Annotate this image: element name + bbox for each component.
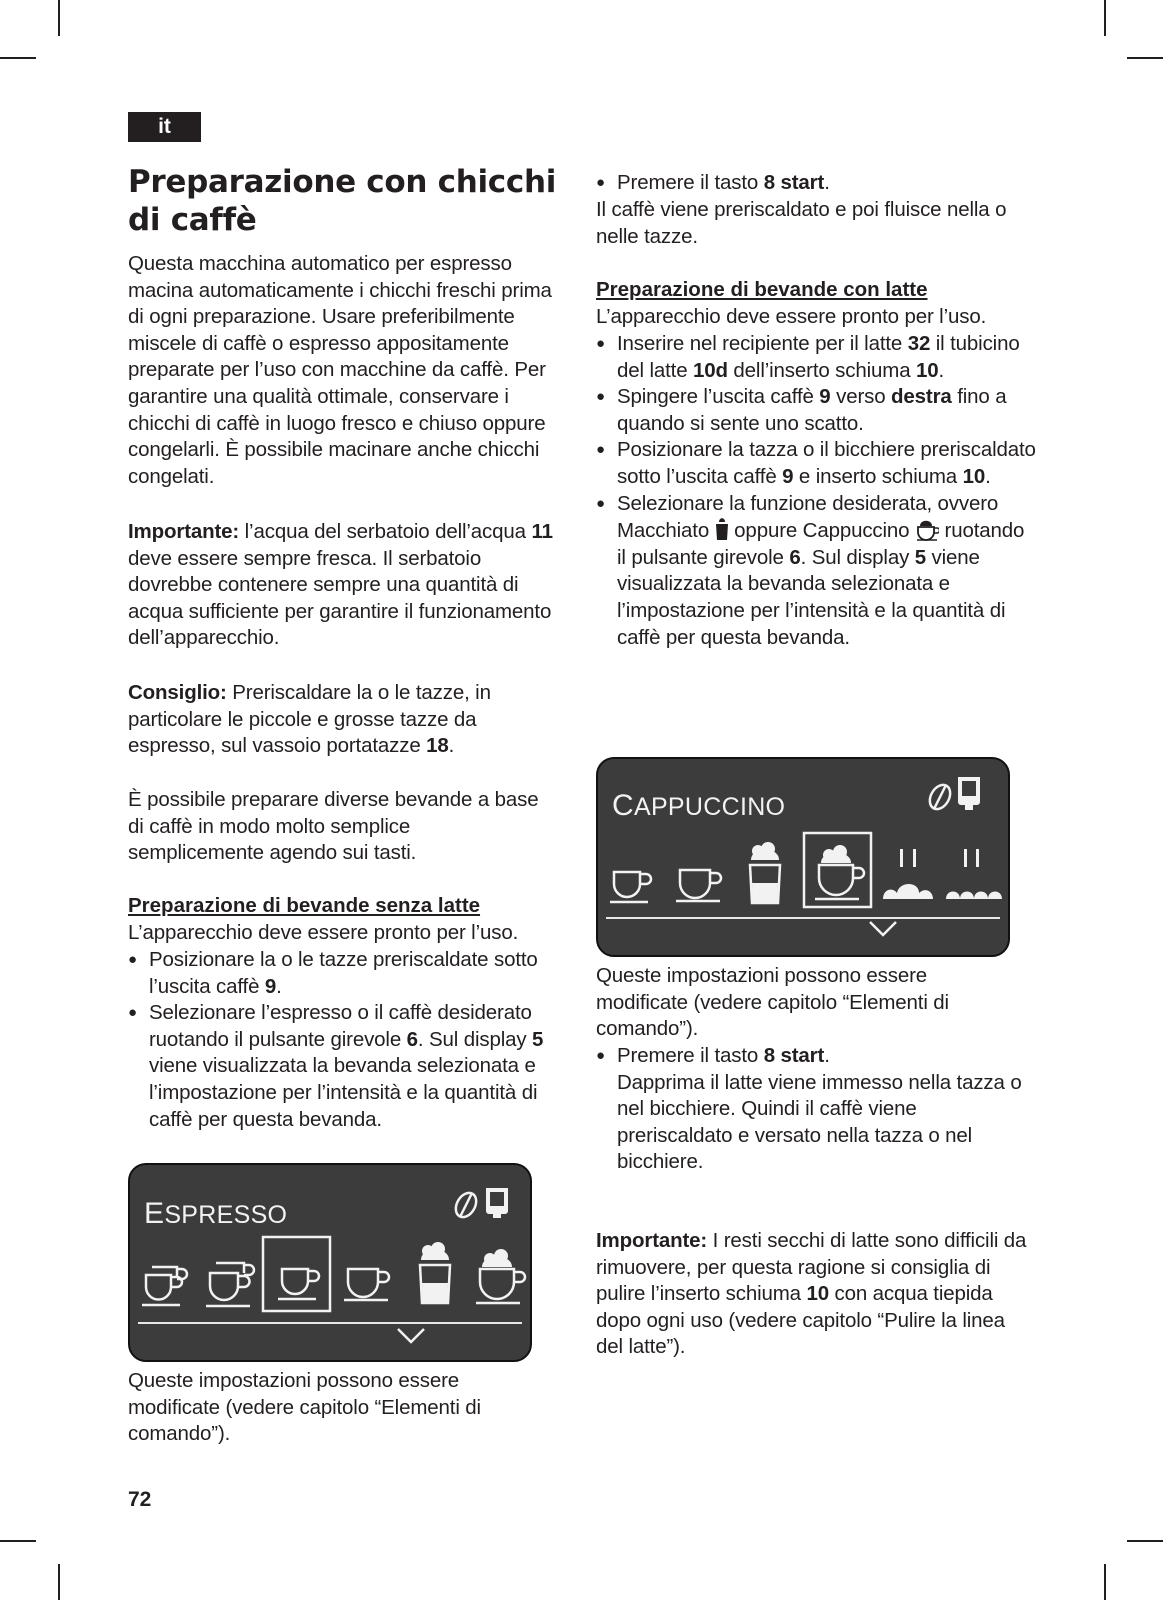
mug-icon	[958, 777, 980, 810]
consiglio-ref-18: 18	[426, 734, 449, 758]
display-label: ESPRESSO	[144, 1197, 288, 1230]
page-number: 72	[128, 1488, 152, 1511]
cappuccino-cup-icon	[815, 845, 864, 899]
hot-milk-icon	[946, 849, 1002, 899]
list-item: ● Premere il tasto 8 start.	[596, 170, 1041, 197]
latte-glass-icon	[750, 842, 780, 903]
list-item: ● Inserire nel recipiente per il latte 32 il tubicino del latte 10d dell’inserto schiuma 10.	[596, 331, 1036, 384]
crop-mark	[58, 1564, 60, 1600]
after-display-note: Queste impostazioni possono essere modificate (vedere capitolo “Elementi di comando”).	[128, 1369, 481, 1446]
crop-mark	[1104, 0, 1106, 36]
importante-label: Importante:	[128, 520, 240, 543]
cappuccino-cup-icon	[915, 517, 939, 541]
consiglio-text-a: Preriscaldare la o le tazze, in particolare le piccole e grosse tazze da espresso, sul vassoio portatazze	[128, 681, 491, 758]
chevron-down-icon	[398, 1329, 424, 1342]
intro-paragraph: Questa macchina automatico per espresso macina automaticamente i chicchi freschi prima di ogni preparazione. Usare preferibilmente miscele di caffè o espresso appositamente preparate per l’uso con macchine da caffè. Per garantire una qualità ottimale, conservare i chicchi di caffè in luogo fresco e chiuso oppure congelarli. È possibile macinare anche chicchi congelati.	[128, 252, 552, 488]
macchiato-glass-icon	[715, 517, 729, 541]
importante-latte-paragraph: Importante: I resti secchi di latte sono difficili da rimuovere, per questa ragione si consiglia di pulire l’inserto schiuma 10 con acqua tiepida dopo ogni uso (vedere capitolo “Pulire la linea del latte”).	[596, 1229, 1027, 1359]
importante-text-b: deve essere sempre fresca. Il serbatoio dovrebbe contenere sempre una quantità di acqua sufficiente per garantire il funzionamento dell’apparecchio.	[128, 546, 552, 650]
list-item: ● Spingere l’uscita caffè 9 verso destra fino a quando si sente uno scatto.	[596, 384, 1036, 437]
bean-icon	[926, 781, 955, 813]
list-item: ● Premere il tasto 8 start. Dapprima il latte viene immesso nella tazza o nel bicchiere. Quindi il caffè viene preriscaldato e versato nella tazza o nel bicchiere.	[596, 1043, 1036, 1176]
espresso-display	[128, 1163, 532, 1362]
espresso-display-graphics	[130, 1165, 530, 1360]
importante-text-a: l’acqua del serbatoio dell’acqua	[239, 520, 532, 543]
crop-mark	[1104, 1564, 1106, 1600]
importante-paragraph	[128, 519, 568, 652]
start-step	[596, 170, 1041, 197]
crop-mark	[0, 57, 36, 59]
list-item: ● Posizionare la tazza o il bicchiere preriscaldato sotto l’uscita caffè 9 e inserto schiuma 10.	[596, 437, 1036, 490]
milk-foam-icon	[883, 849, 933, 899]
preheat-text: Il caffè viene preriscaldato e poi fluisce nella o nelle tazze.	[596, 198, 1007, 248]
latte-glass-icon	[420, 1242, 450, 1303]
mug-icon	[486, 1188, 508, 1218]
title-line-2: di caffè	[128, 202, 257, 238]
coffee-cup-icon	[676, 870, 721, 901]
ready-text: L’apparecchio deve essere pronto per l’uso.	[128, 921, 519, 944]
consiglio-label: Consiglio:	[128, 681, 227, 704]
subheading-senza-latte: Preparazione di bevande senza latte	[128, 894, 481, 917]
crop-mark	[1127, 1540, 1163, 1542]
list-item: ● Posizionare la o le tazze preriscaldate sotto l’uscita caffè 9.	[128, 947, 573, 1000]
crop-mark	[1127, 57, 1163, 59]
cappuccino-cup-icon	[476, 1249, 525, 1303]
bevande-paragraph: È possibile preparare diverse bevande a base di caffè in modo molto semplice semplicemente agendo sui tasti.	[128, 788, 539, 865]
steps-list-senza-latte	[128, 947, 573, 1133]
consiglio-paragraph	[128, 680, 568, 760]
espresso-cup-icon	[278, 1269, 319, 1299]
list-item: ● Selezionare l’espresso o il caffè desiderato ruotando il pulsante girevole 6. Sul display 5 viene visualizzata la bevanda selezionata e l’impostazione per l’intensità e la quantità di caffè per questa bevanda.	[128, 1000, 573, 1133]
start-step-latte	[596, 1043, 1036, 1176]
chevron-down-icon	[870, 922, 896, 935]
page-title	[128, 163, 556, 239]
cappuccino-display	[596, 757, 1010, 957]
after-display-note: Queste impostazioni possono essere modificate (vedere capitolo “Elementi di comando”).	[596, 964, 949, 1041]
double-espresso-cup-icon	[142, 1267, 187, 1305]
espresso-cup-icon	[610, 872, 651, 902]
importante-label: Importante:	[596, 1229, 708, 1252]
ready-text: L’apparecchio deve essere pronto per l’uso.	[596, 305, 987, 328]
steps-list-con-latte	[596, 331, 1036, 651]
crop-mark	[58, 0, 60, 36]
title-line-1: Preparazione con chicchi	[128, 164, 557, 200]
cappuccino-display-graphics	[598, 759, 1008, 955]
coffee-cup-icon	[344, 1269, 389, 1300]
bean-icon	[452, 1189, 481, 1221]
list-item: ● Selezionare la funzione desiderata, ovvero Macchiato oppure Cappuccino ruotando il pulsante girevole 6. Sul display 5 viene visualizzata la bevanda selezionata e l’impostazione per l’intensità e la quantità di caffè per questa bevanda.	[596, 491, 1036, 652]
subheading-con-latte: Preparazione di bevande con latte	[596, 278, 928, 301]
consiglio-text-b: .	[448, 734, 455, 758]
display-label: CAPPUCCINO	[612, 789, 786, 822]
importante-ref-11: 11	[531, 520, 553, 543]
crop-mark	[0, 1540, 36, 1542]
double-coffee-cup-icon	[206, 1263, 254, 1306]
language-tab: it	[128, 112, 201, 142]
